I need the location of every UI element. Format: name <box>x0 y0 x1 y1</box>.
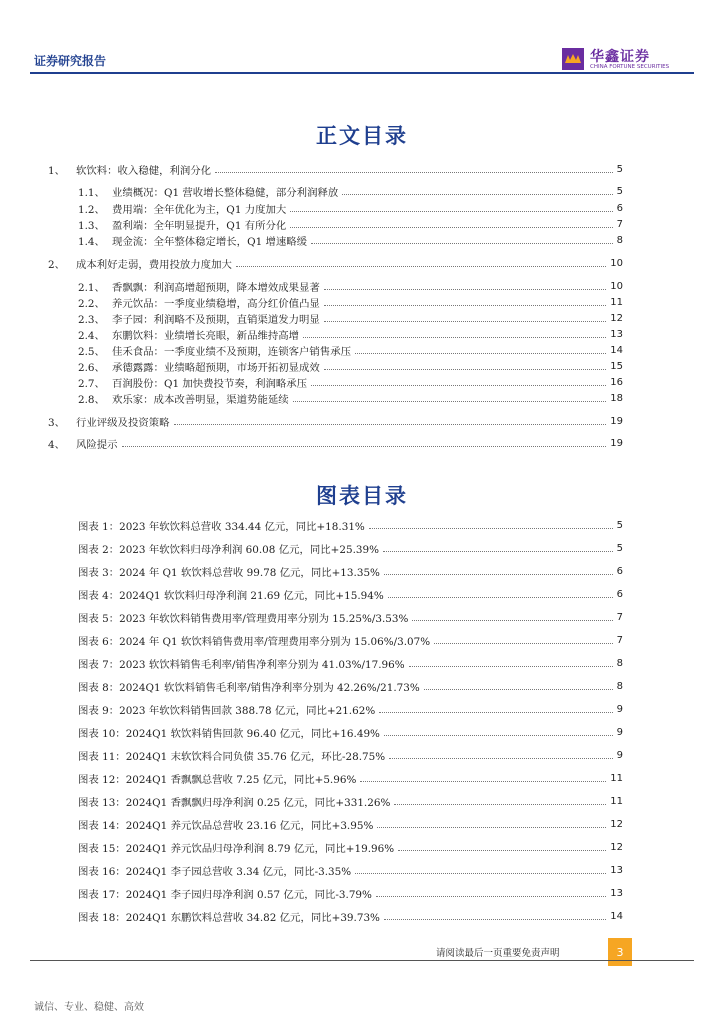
toc-entry-text: 盈利端：全年明显提升，Q1 有所分化 <box>112 219 287 232</box>
footer-divider <box>30 960 694 961</box>
toc-entry-number: 1.2、 <box>78 203 105 216</box>
figure-entry-page: 12 <box>610 818 623 830</box>
toc-entry-number: 2.7、 <box>78 377 105 390</box>
figure-entry-page: 6 <box>616 565 623 577</box>
figure-entry[interactable] <box>78 722 623 742</box>
toc-entry[interactable] <box>48 411 623 431</box>
toc-entry-page: 10 <box>610 280 623 292</box>
toc-entry-number: 4、 <box>48 438 66 451</box>
toc-entry-text: 现金流：全年整体稳定增长，Q1 增速略缓 <box>112 235 308 248</box>
figure-entry-text: 图表 4：2024Q1 软饮料归母净利润 21.69 亿元，同比+15.94% <box>78 589 384 602</box>
figure-entry[interactable] <box>78 584 623 604</box>
toc-leader-dots <box>324 321 606 322</box>
toc-entry-text: 养元饮品：一季度业绩稳增，高分红价值凸显 <box>112 297 320 310</box>
figure-leader-dots <box>383 551 613 552</box>
figure-entry-text: 图表 3：2024 年 Q1 软饮料总营收 99.78 亿元，同比+13.35% <box>78 566 380 579</box>
figure-leader-dots <box>369 528 613 529</box>
toc-entry-page: 7 <box>616 218 623 230</box>
figure-leader-dots <box>424 689 613 690</box>
figure-leader-dots <box>384 735 613 736</box>
toc-entry[interactable] <box>48 433 623 453</box>
toc-leader-dots <box>311 385 606 386</box>
toc-entry-number: 2.5、 <box>78 345 105 358</box>
figure-leader-dots <box>377 827 606 828</box>
toc-entry-text: 成本利好走弱，费用投放力度加大 <box>76 258 232 271</box>
figure-entry[interactable] <box>78 883 623 903</box>
logo-chinese-name: 华鑫证券 <box>590 49 650 65</box>
toc-leader-dots <box>215 172 613 173</box>
figure-entry[interactable] <box>78 791 623 811</box>
figure-entry-page: 11 <box>610 772 623 784</box>
toc-entry-number: 3、 <box>48 416 66 429</box>
figure-leader-dots <box>376 896 606 897</box>
toc-leader-dots <box>311 243 613 244</box>
toc-entry-page: 15 <box>610 360 623 372</box>
figure-entry-page: 9 <box>616 749 623 761</box>
toc-entry-text: 行业评级及投资策略 <box>76 416 170 429</box>
toc-entry-number: 2.3、 <box>78 313 105 326</box>
page-number-badge: 3 <box>608 938 632 966</box>
figure-entry-page: 13 <box>610 864 623 876</box>
figure-entry-text: 图表 17：2024Q1 李子园归母净利润 0.57 亿元，同比-3.79% <box>78 888 372 901</box>
toc-entry-text: 承德露露：业绩略超预期，市场开拓初显成效 <box>112 361 320 374</box>
disclaimer-note: 请阅读最后一页重要免责声明 <box>436 948 560 959</box>
figure-entry-text: 图表 5：2023 年软饮料销售费用率/管理费用率分别为 15.25%/3.53% <box>78 612 409 625</box>
toc-entry-page: 14 <box>610 344 623 356</box>
figure-entry-text: 图表 6：2024 年 Q1 软饮料销售费用率/管理费用率分别为 15.06%/3.07% <box>78 635 431 648</box>
figure-entry[interactable] <box>78 607 623 627</box>
figure-entry[interactable] <box>78 860 623 880</box>
toc-entry-page: 18 <box>610 392 623 404</box>
toc-leader-dots <box>342 194 612 195</box>
figure-entry-page: 8 <box>616 680 623 692</box>
figure-leader-dots <box>388 597 613 598</box>
figure-entry-text: 图表 2：2023 年软饮料归母净利润 60.08 亿元，同比+25.39% <box>78 543 379 556</box>
toc-entry-text: 香飘飘：利润高增超预期，降本增效成果显著 <box>112 281 320 294</box>
logo-icon <box>562 48 584 70</box>
figure-leader-dots <box>394 804 606 805</box>
figure-leader-dots <box>412 620 612 621</box>
figure-entry-page: 8 <box>616 657 623 669</box>
toc-leader-dots <box>303 337 606 338</box>
figure-entry[interactable] <box>78 906 623 926</box>
toc-entry-text: 李子园：利润略不及预期，直销渠道发力明显 <box>112 313 320 326</box>
toc-entry-text: 欢乐家：成本改善明显，渠道势能延续 <box>112 393 289 406</box>
figure-entry-page: 9 <box>616 726 623 738</box>
toc-entry-page: 6 <box>616 202 623 214</box>
toc-entry-page: 13 <box>610 328 623 340</box>
toc-entry-number: 1.3、 <box>78 219 105 232</box>
figure-entry-text: 图表 15：2024Q1 养元饮品归母净利润 8.79 亿元，同比+19.96% <box>78 842 395 855</box>
toc-leader-dots <box>290 227 612 228</box>
header-divider <box>30 72 694 74</box>
figure-entry-text: 图表 8：2024Q1 软饮料销售毛利率/销售净利率分别为 42.26%/21.73% <box>78 681 420 694</box>
figure-entry-page: 6 <box>616 588 623 600</box>
figure-entry-page: 7 <box>616 611 623 623</box>
figures-title: 图表目录 <box>316 483 408 508</box>
toc-entry[interactable] <box>48 159 623 179</box>
figure-entry[interactable] <box>78 814 623 834</box>
figure-leader-dots <box>409 666 613 667</box>
figure-entry[interactable] <box>78 515 623 535</box>
toc-entry-text: 软饮料：收入稳健，利润分化 <box>76 164 212 177</box>
figure-leader-dots <box>360 781 606 782</box>
toc-entry-number: 2.8、 <box>78 393 105 406</box>
figure-leader-dots <box>355 873 606 874</box>
toc-entry-page: 10 <box>610 257 623 269</box>
company-slogan: 诚信、专业、稳健、高效 <box>34 1002 144 1013</box>
figure-entry[interactable] <box>78 653 623 673</box>
toc-entry-text: 百润股份：Q1 加快费投节奏，利润略承压 <box>112 377 308 390</box>
figure-leader-dots <box>398 850 606 851</box>
toc-entry-text: 费用端：全年优化为主，Q1 力度加大 <box>112 203 287 216</box>
toc-entry-page: 5 <box>616 163 623 175</box>
figure-entry[interactable] <box>78 630 623 650</box>
toc-leader-dots <box>324 305 606 306</box>
toc-entry-number: 1、 <box>48 164 66 177</box>
figure-entry[interactable] <box>78 676 623 696</box>
figure-entry-text: 图表 18：2024Q1 东鹏饮料总营收 34.82 亿元，同比+39.73% <box>78 911 380 924</box>
figure-entry-page: 5 <box>616 519 623 531</box>
logo-english-name: CHINA FORTUNE SECURITIES <box>590 64 670 70</box>
toc-entry-number: 1.4、 <box>78 235 105 248</box>
toc-title: 正文目录 <box>316 123 408 148</box>
figure-entry-page: 7 <box>616 634 623 646</box>
toc-leader-dots <box>236 266 606 267</box>
figure-entry-page: 14 <box>610 910 623 922</box>
toc-entry-page: 12 <box>610 312 623 324</box>
toc-entry[interactable] <box>78 230 623 250</box>
toc-leader-dots <box>174 424 607 425</box>
figure-entry[interactable] <box>78 538 623 558</box>
figure-entry-page: 5 <box>616 542 623 554</box>
report-type-label: 证券研究报告 <box>34 54 107 68</box>
toc-leader-dots <box>324 369 606 370</box>
toc-entry-number: 1.1、 <box>78 186 105 199</box>
toc-entry-page: 16 <box>610 376 623 388</box>
figure-entry-text: 图表 13：2024Q1 香飘飘归母净利润 0.25 亿元，同比+331.26% <box>78 796 391 809</box>
toc-leader-dots <box>355 353 606 354</box>
toc-entry-number: 2.1、 <box>78 281 105 294</box>
figure-entry[interactable] <box>78 837 623 857</box>
toc-leader-dots <box>290 211 612 212</box>
toc-entry-page: 8 <box>616 234 623 246</box>
toc-entry-number: 2.4、 <box>78 329 105 342</box>
figure-leader-dots <box>389 758 612 759</box>
toc-entry-number: 2.2、 <box>78 297 105 310</box>
toc-entry-page: 11 <box>610 296 623 308</box>
figure-entry-text: 图表 1：2023 年软饮料总营收 334.44 亿元，同比+18.31% <box>78 520 365 533</box>
toc-entry-number: 2、 <box>48 258 66 271</box>
toc-entry-number: 2.6、 <box>78 361 105 374</box>
toc-entry-text: 风险提示 <box>76 438 118 451</box>
figure-leader-dots <box>384 574 613 575</box>
figure-entry[interactable] <box>78 561 623 581</box>
figure-entry-page: 13 <box>610 887 623 899</box>
toc-entry-text: 东鹏饮料：业绩增长亮眼，新品维持高增 <box>112 329 300 342</box>
toc-leader-dots <box>122 446 607 447</box>
toc-entry-page: 19 <box>610 415 623 427</box>
toc-entry-page: 19 <box>610 437 623 449</box>
figure-leader-dots <box>434 643 612 644</box>
figure-entry-text: 图表 10：2024Q1 软饮料销售回款 96.40 亿元，同比+16.49% <box>78 727 380 740</box>
figure-leader-dots <box>379 712 612 713</box>
figure-entry-text: 图表 11：2024Q1 末软饮料合同负债 35.76 亿元，环比-28.75% <box>78 750 386 763</box>
figure-entry-page: 11 <box>610 795 623 807</box>
figure-entry-page: 12 <box>610 841 623 853</box>
figure-entry-text: 图表 7：2023 软饮料销售毛利率/销售净利率分别为 41.03%/17.96% <box>78 658 405 671</box>
figure-leader-dots <box>384 919 606 920</box>
figure-entry-page: 9 <box>616 703 623 715</box>
figure-entry-text: 图表 16：2024Q1 李子园总营收 3.34 亿元，同比-3.35% <box>78 865 352 878</box>
figure-entry[interactable] <box>78 768 623 788</box>
toc-entry-text: 佳禾食品：一季度业绩不及预期，连锁客户销售承压 <box>112 345 351 358</box>
figure-entry[interactable] <box>78 745 623 765</box>
toc-leader-dots <box>293 401 607 402</box>
company-logo <box>562 46 670 74</box>
toc-entry[interactable] <box>78 388 623 408</box>
toc-entry-text: 业绩概况：Q1 营收增长整体稳健，部分利润释放 <box>112 186 339 199</box>
toc-entry-page: 5 <box>616 185 623 197</box>
figure-entry-text: 图表 12：2024Q1 香飘飘总营收 7.25 亿元，同比+5.96% <box>78 773 357 786</box>
toc-leader-dots <box>324 289 606 290</box>
figure-entry[interactable] <box>78 699 623 719</box>
figure-entry-text: 图表 9：2023 年软饮料销售回款 388.78 亿元，同比+21.62% <box>78 704 376 717</box>
figure-entry-text: 图表 14：2024Q1 养元饮品总营收 23.16 亿元，同比+3.95% <box>78 819 374 832</box>
toc-entry[interactable] <box>48 253 623 273</box>
